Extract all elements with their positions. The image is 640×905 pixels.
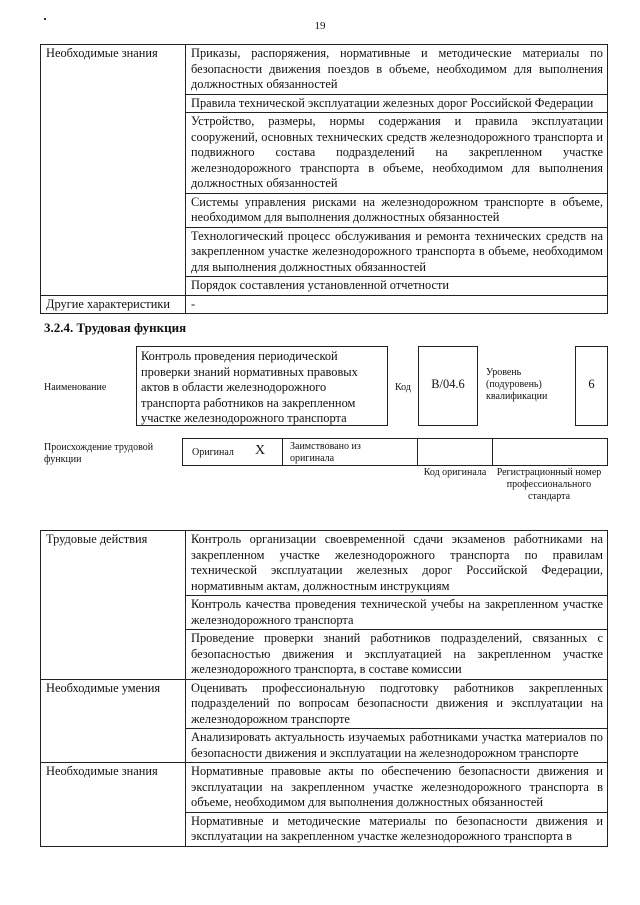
- section-title: 3.2.4. Трудовая функция: [44, 320, 187, 335]
- table-cell: Порядок составления установленной отчетности: [186, 277, 608, 296]
- page-number: 19: [314, 20, 326, 32]
- top-table: [40, 44, 608, 314]
- table-cell: Устройство, размеры, нормы содержания и правила эксплуатации сооружений, основных технических средств железнодорожного транспорта и подвижного состава подразделений на закрепленном участке железнодорожного транспорта в объеме, необходимом для выполнения должностных обязанностей: [186, 113, 608, 194]
- table-cell: -: [186, 295, 608, 314]
- table-cell: Нормативные и методические материалы по безопасности движения и эксплуатации на закрепленном участке железнодорожного транспорта в: [186, 812, 608, 846]
- table-cell: Правила технической эксплуатации железных дорог Российской Федерации: [186, 94, 608, 113]
- table-row: [41, 45, 608, 95]
- row-label: Необходимые умения: [41, 679, 186, 763]
- divider: [282, 438, 283, 466]
- row-label: Необходимые знания: [41, 763, 186, 847]
- row-label: Необходимые знания: [41, 45, 186, 296]
- row-label: Другие характеристики: [41, 295, 186, 314]
- table-cell: Контроль организации своевременной сдачи экзаменов работниками на закрепленном участке железнодорожного транспорта по правилам технической эксплуатации железных дорог Российской Федерации, нормативным актам, должностным инструкциям: [186, 531, 608, 596]
- divider: [417, 438, 418, 466]
- table-row: [41, 763, 608, 813]
- level-label: Уровень (подуровень) квалификации: [486, 367, 548, 402]
- main-table: [40, 530, 608, 847]
- table-row: [41, 531, 608, 596]
- code-caption: Код оригинала: [423, 467, 487, 478]
- origin-label: Происхождение трудовой функции: [44, 442, 154, 465]
- original-mark: X: [255, 443, 266, 458]
- original-label: Оригинал: [192, 447, 234, 458]
- borrowed-label: Заимствовано из оригинала: [290, 441, 361, 464]
- level-value: 6: [575, 346, 608, 426]
- divider: [492, 438, 493, 466]
- code-value: B/04.6: [418, 346, 478, 426]
- table-cell: Оценивать профессиональную подготовку работников закрепленных подразделений по вопросам безопасности движения и эксплуатации на железнодорожном транспорте: [186, 679, 608, 729]
- row-label: Трудовые действия: [41, 531, 186, 680]
- table-cell: Анализировать актуальность изучаемых работниками участка материалов по безопасности движения и эксплуатации на железнодорожном транспорте: [186, 729, 608, 763]
- reg-caption: Регистрационный номер профессионального стандарта: [496, 467, 602, 502]
- table-row: [41, 295, 608, 314]
- table-cell: Системы управления рисками на железнодорожном транспорте в объеме, необходимом для выполнения должностных обязанностей: [186, 193, 608, 227]
- table-cell: Контроль качества проведения технической учебы на закрепленном участке железнодорожного транспорта: [186, 596, 608, 630]
- origin-box: [182, 438, 608, 466]
- name-label: Наименование: [44, 382, 107, 393]
- table-cell: Нормативные правовые акты по обеспечению безопасности движения и эксплуатации на закрепленном участке железнодорожного транспорта в объеме, необходимом для выполнения должностных обязанностей: [186, 763, 608, 813]
- table-cell: Технологический процесс обслуживания и ремонта технических средств на закрепленном участке железнодорожного транспорта в объеме, необходимом для выполнения должностных обязанностей: [186, 227, 608, 277]
- table-row: [41, 679, 608, 729]
- function-name-box: Контроль проведения периодической проверки знаний нормативных правовых актов в области железнодорожного транспорта работников на закрепленном участке железнодорожного транспорта: [136, 346, 388, 426]
- table-cell: Приказы, распоряжения, нормативные и методические материалы по безопасности движения поездов в объеме, необходимом для выполнения должностных обязанностей: [186, 45, 608, 95]
- code-label: Код: [395, 382, 411, 393]
- table-cell: Проведение проверки знаний работников подразделений, связанных с безопасностью движения и эксплуатацией на закрепленном участке железнодорожного транспорта, в составе комиссии: [186, 630, 608, 680]
